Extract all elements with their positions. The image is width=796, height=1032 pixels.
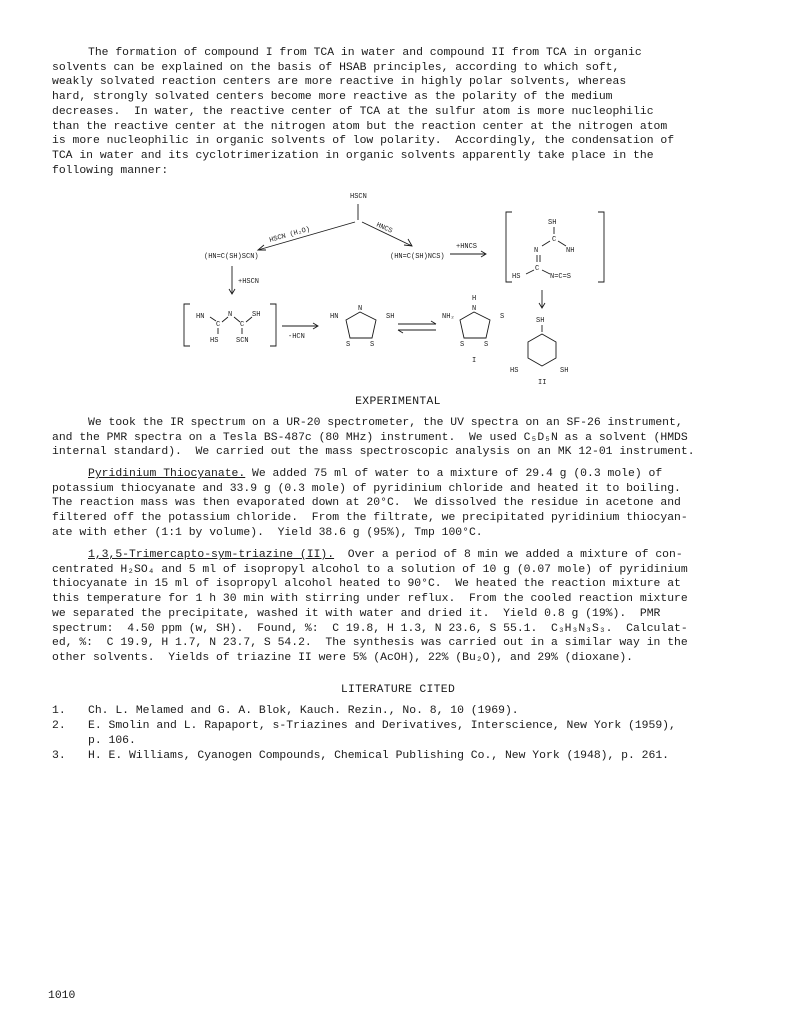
atom-c: C	[552, 236, 557, 244]
experimental-paragraph-2	[52, 467, 742, 541]
reference-text: p. 106.	[88, 735, 136, 747]
text-line: The reaction mass was then evaporated down at 20°C. We dissolved the residue in acetone and	[52, 497, 681, 510]
text-line: We took the IR spectrum on a UR-20 spectrometer, the UV spectra on an SF-26 instrument,	[88, 417, 683, 429]
scheme-bracket-left-2	[184, 304, 190, 346]
reference-number: 3.	[52, 750, 66, 762]
text-line: potassium thiocyanate and 33.9 g (0.3 mole) of pyridinium chloride and heated it to boiling.	[52, 482, 681, 495]
intro-line: following manner:	[52, 164, 169, 177]
atom-sh: SH	[386, 313, 395, 321]
scheme-right-arrow-label: HNCS	[374, 221, 394, 236]
atom-ncs: N=C=S	[550, 273, 572, 281]
intro-line: is more nucleophilic in organic solvents of low polarity. Accordingly, the condensation of	[52, 135, 675, 148]
atom-h: H	[472, 295, 477, 303]
atom-s: S	[484, 341, 489, 349]
scheme-plus-hncs: +HNCS	[456, 243, 478, 251]
text-line: centrated H₂SO₄ and 5 ml of isopropyl alcohol to a solution of 10 g (0.07 mole) of pyridinium	[52, 563, 688, 576]
text-line: 1,3,5-Trimercapto-sym-triazine (II). Over a period of 8 min we added a mixture of con-	[88, 549, 683, 561]
scheme-plus-hscn: +HSCN	[238, 278, 260, 286]
atom-s: S	[346, 341, 351, 349]
scheme-bracket-right	[598, 212, 604, 282]
atom-hs: HS	[210, 337, 219, 345]
scheme-minus-hcn: -HCN	[288, 333, 305, 341]
compound-ii-label: II	[538, 379, 547, 386]
atom-sh: SH	[536, 317, 545, 325]
trimercapto-triazine-title: 1,3,5-Trimercapto-sym-triazine (II).	[88, 549, 335, 561]
atom-nh: NH	[566, 247, 575, 255]
intro-line: decreases. In water, the reactive center of TCA at the sulfur atom is more nucleophilic	[52, 105, 654, 118]
intro-line: than the reactive center at the nitrogen atom but the reaction center at the nitrogen atom	[52, 120, 668, 133]
atom-sh: SH	[548, 219, 557, 227]
text-line: other solvents. Yields of triazine II were 5% (AcOH), 22% (Bu₂O), and 29% (dioxane).	[52, 651, 634, 664]
reaction-scheme	[150, 186, 630, 386]
atom-nh2: NH₂	[442, 313, 455, 321]
text-line: and the PMR spectra on a Tesla BS-487c (80 MHz) instrument. We used C₅D₅N as a solvent (HMDS	[52, 431, 688, 444]
atom-c: C	[216, 321, 221, 329]
text-line: thiocyanate in 15 ml of isopropyl alcohol heated to 90°C. We heated the reaction mixture at	[52, 578, 681, 591]
reference-number: 2.	[52, 720, 66, 732]
atom-hs: HS	[512, 273, 521, 281]
scheme-left-arrow-label: HSCN (H₂O)	[268, 225, 312, 245]
atom-s: S	[370, 341, 375, 349]
scheme-bracket-right-2	[270, 304, 276, 346]
scheme-bracket-left	[506, 212, 512, 282]
atom-n: N	[472, 305, 477, 313]
intro-line: weakly solvated reaction centers are more reactive in highly polar solvents, whereas	[52, 76, 627, 89]
atom-s: S	[460, 341, 465, 349]
triazine-ring	[528, 334, 556, 366]
atom-hn: HN	[330, 313, 339, 321]
text-line: spectrum: 4.50 ppm (w, SH). Found, %: C 19.8, H 1.3, N 23.6, S 55.1. C₃H₃N₃S₃. Calculat-	[52, 622, 688, 635]
ring-a	[346, 312, 376, 338]
intro-line: hard, strongly solvated centers become more reactive as the polarity of the medium	[52, 91, 613, 104]
atom-hn: HN	[196, 313, 205, 321]
intro-line: TCA in water and its cyclotrimerization in organic solvents apparently take place in the	[52, 149, 654, 162]
reference-text: E. Smolin and L. Rapaport, s-Triazines and Derivatives, Interscience, New York (1959),	[88, 720, 676, 732]
pyridinium-thiocyanate-title: Pyridinium Thiocyanate.	[88, 468, 246, 480]
experimental-paragraph-3	[52, 548, 742, 666]
reference-number: 1.	[52, 705, 66, 717]
experimental-paragraph-1	[52, 416, 742, 460]
atom-s: S	[500, 313, 505, 321]
reference-text: Ch. L. Melamed and G. A. Blok, Kauch. Rezin., No. 8, 10 (1969).	[88, 705, 519, 717]
atom-sh: SH	[560, 367, 569, 375]
literature-heading: LITERATURE CITED	[340, 684, 456, 696]
intro-paragraph	[52, 46, 742, 178]
atom-hs: HS	[510, 367, 519, 375]
text-line: ed, %: C 19.9, H 1.7, N 23.7, S 54.2. The synthesis was carried out in a similar way in the	[52, 637, 688, 650]
scheme-middle-species: (HN=C(SH)NCS)	[390, 253, 445, 261]
text-line: we separated the precipitate, washed it with water and dried it. Yield 0.8 g (19%). PMR	[52, 607, 661, 620]
scheme-left-species: (HN=C(SH)SCN)	[204, 253, 259, 261]
text-line: Pyridinium Thiocyanate. We added 75 ml of water to a mixture of 29.4 g (0.3 mole) of	[88, 468, 663, 480]
text-line: this temperature for 1 h 30 min with stirring under reflux. From the cooled reaction mixture	[52, 593, 688, 606]
atom-c: C	[535, 265, 540, 273]
reference-text: H. E. Williams, Cyanogen Compounds, Chemical Publishing Co., New York (1948), p. 261.	[88, 750, 670, 762]
text-line: filtered off the potassium chloride. From the filtrate, we precipitated pyridinium thiocyan-	[52, 512, 688, 525]
text-line: ate with ether (1:1 by volume). Yield 38.6 g (95%), Tmp 100°C.	[52, 526, 483, 539]
experimental-heading: EXPERIMENTAL	[355, 396, 441, 408]
atom-n: N	[534, 247, 539, 255]
atom-sh: SH	[252, 311, 261, 319]
intro-line: solvents can be explained on the basis of HSAB principles, according to which soft,	[52, 61, 620, 74]
scheme-top-reagent: HSCN	[350, 193, 367, 201]
atom-scn: SCN	[236, 337, 249, 345]
atom-n: N	[228, 311, 233, 319]
atom-n: N	[358, 305, 363, 313]
page-number: 1010	[48, 990, 76, 1002]
intro-line: The formation of compound I from TCA in water and compound II from TCA in organic	[88, 47, 642, 59]
compound-i-label: I	[472, 357, 477, 365]
atom-c: C	[240, 321, 245, 329]
ring-b	[460, 312, 490, 338]
text-line: internal standard). We carried out the mass spectroscopic analysis on an MK 12-01 instrument.	[52, 446, 695, 459]
